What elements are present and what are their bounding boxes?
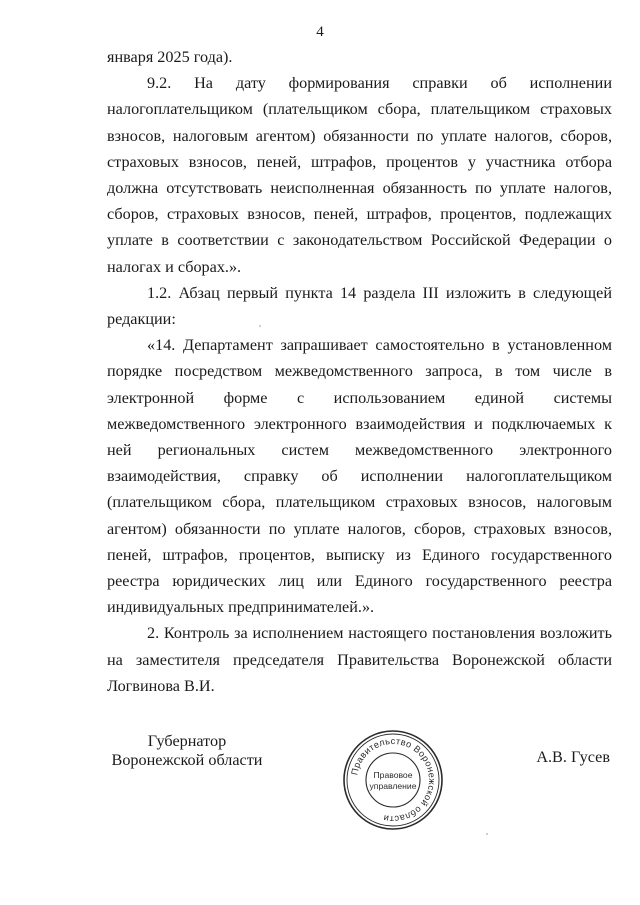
- scan-speck: [259, 325, 261, 327]
- stamp-center-line-1: Правовое: [373, 770, 413, 780]
- page-number: 4: [316, 24, 324, 40]
- paragraph-continuation: января 2025 года).: [107, 48, 233, 66]
- signatory-name: А.В. Гусев: [536, 748, 610, 766]
- signatory-title-line-1: Губернатор: [147, 732, 227, 750]
- paragraph-14: «14. Департамент запрашивает самостоятельно в установленном порядке посредством межведомственного запроса, в том числе в электронной форме с использованием единой системы межведомственного электронного взаимодействия и подключаемых к ней региональных систем межведомственного электронного взаимодействия, справку об исполнении налогоплательщиком (плательщиком сбора, плательщиком страховых взносов, налоговым агентом) обязанности по уплате налогов, сборов, страховых взносов, пеней, штрафов, процентов, выписку из Единого государственного реестра юридических лиц или Единого государственного реестра индивидуальных предпринимателей.».: [107, 336, 612, 617]
- signatory-title: [107, 732, 267, 770]
- paragraph-2: 2. Контроль за исполнением настоящего постановления возложить на заместителя председателя Правительства Воронежской области Логвинова В.И.: [107, 624, 612, 695]
- official-stamp: [341, 728, 445, 832]
- paragraph-1-2: 1.2. Абзац первый пункта 14 раздела III изложить в следующей редакции:: [107, 283, 612, 329]
- scan-speck: [486, 833, 488, 835]
- stamp-center-line-2: управление: [369, 781, 417, 791]
- stamp-ring-text: Правительство Воронежской области: [349, 735, 438, 825]
- stamp-seal-icon: [341, 728, 445, 832]
- signature-block: [0, 728, 640, 838]
- signatory-title-line-2: Воронежской области: [111, 751, 263, 769]
- paragraph-9-2: 9.2. На дату формирования справки об исполнении налогоплательщиком (плательщиком сбора, плательщиком страховых взносов, налоговым агентом) обязанности по уплате налогов, сборов, страховых взносов, пеней, штрафов, процентов у участника отбора должна отсутствовать неисполненная обязанность по уплате налогов, сборов, страховых взносов, пеней, штрафов, процентов, подлежащих уплате в соответствии с законодательством Российской Федерации о налогах и сборах.».: [107, 74, 612, 276]
- document-body: [107, 44, 612, 699]
